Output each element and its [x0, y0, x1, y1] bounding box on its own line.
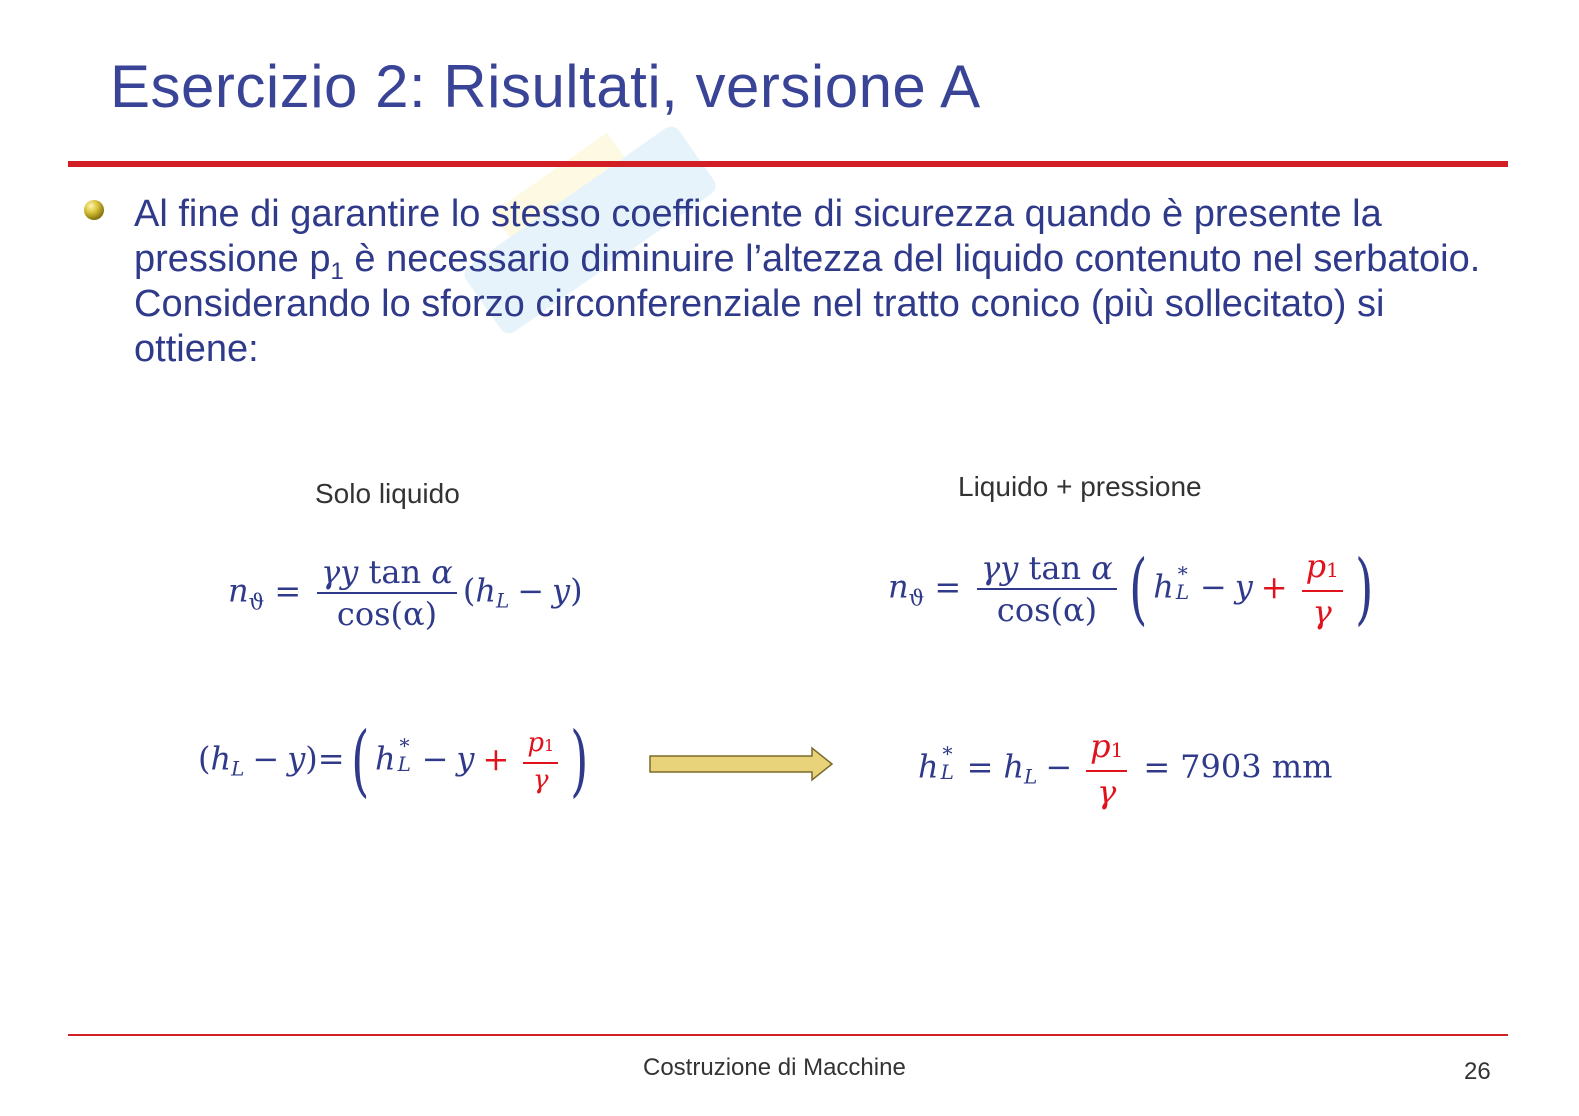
slide-title: Esercizio 2: Risultati, versione A [110, 53, 981, 120]
equation-result: h ∗ L = hL − $\frac{p1}{\gamma}$ = 7903 mm [918, 727, 1333, 811]
bullet-subscript: 1 [330, 258, 344, 285]
equation-liquido-pressione: $n_ϑ$ = $\frac{\text{γy tan α}}{\cos(\alpha)}$ ( h ∗ L − y + $\frac{p1}{\gamma}$ ) [888, 544, 1374, 634]
bullet-text [134, 192, 1494, 372]
footer-divider [68, 1034, 1508, 1036]
right-arrow [648, 746, 834, 782]
equation-solo-liquido: $n_ϑ$ = $\frac{\text{γy tan α}}{\cos(\alpha)}$ (hL − y) [228, 553, 583, 633]
bullet-text-part2: è necessario diminuire l’altezza del liquido contenuto nel serbatoio. Considerando lo sforzo circonferenziale nel tratto conico (più sollecitato) si ottiene: [134, 238, 1481, 370]
label-liquido-pressione: Liquido + pressione [958, 471, 1202, 502]
bullet-icon [84, 200, 104, 220]
page-number: 26 [1464, 1058, 1491, 1085]
bullet-text-part1: Al fine di garantire lo stesso coefficiente di sicurezza quando è presente la pressione p [134, 193, 1382, 280]
title-divider [68, 161, 1508, 167]
equation-equivalence: (hL − y)=( h ∗ L − y + $\frac{p1}{\gamma}$ ) [198, 716, 589, 806]
footer-course: Costruzione di Macchine [643, 1054, 906, 1081]
label-solo-liquido: Solo liquido [315, 478, 460, 509]
result-value: 7903 mm [1180, 747, 1333, 786]
